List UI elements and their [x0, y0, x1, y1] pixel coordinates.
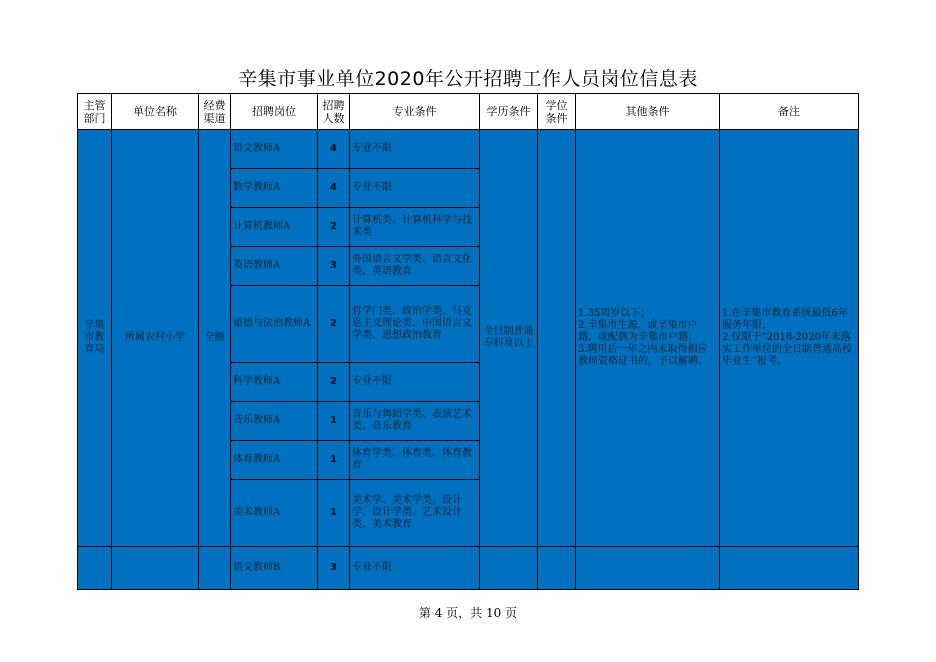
table-header-row [78, 94, 859, 130]
major-cell: 外国语言文学类、语言文化类、英语教育 [350, 247, 480, 286]
major-cell: 哲学门类、政治学类、马克思主义理论类、中国语言文学类、思想政治教育 [350, 286, 480, 363]
count-cell: 4 [318, 169, 350, 208]
header-degree: 学位 条件 [538, 94, 576, 130]
major-cell: 专业不限 [350, 547, 480, 590]
major-cell: 音乐与舞蹈学类、表演艺术类、音乐教育 [350, 402, 480, 441]
unit-cell-empty [112, 547, 199, 590]
count-cell: 2 [318, 286, 350, 363]
header-post: 招聘岗位 [231, 94, 318, 130]
post-cell: 语文教师B [231, 547, 318, 590]
page-number: 第 4 页，共 10 页 [418, 606, 518, 620]
major-cell: 计算机类、计算机科学与技术类 [350, 208, 480, 247]
post-cell: 计算机教师A [231, 208, 318, 247]
table-row [78, 130, 859, 169]
major-cell: 专业不限 [350, 130, 480, 169]
post-cell: 英语教师A [231, 247, 318, 286]
major-cell: 美术学、美术学类、设计学、设计学类、艺术设计类、美术教育 [350, 480, 480, 547]
position-table [77, 93, 859, 590]
other-cell: 1.35周岁以下； 2.辛集市生源，或辛集市户籍，或配偶为辛集市户籍； 3.聘用后一年之内未取得相应教师资格证书的，予以解聘。 [576, 130, 720, 547]
major-cell: 专业不限 [350, 169, 480, 208]
post-cell: 科学教师A [231, 363, 318, 402]
count-cell: 1 [318, 441, 350, 480]
header-dept: 主管 部门 [78, 94, 112, 130]
post-cell: 音乐教师A [231, 402, 318, 441]
count-cell: 1 [318, 402, 350, 441]
remark-cell-empty [720, 547, 859, 590]
post-cell: 道德与法治教师A [231, 286, 318, 363]
other-cell-empty [576, 547, 720, 590]
page-title: 辛集市事业单位2020年公开招聘工作人员岗位信息表 [238, 68, 698, 90]
fund-cell-empty [199, 547, 231, 590]
major-cell: 专业不限 [350, 363, 480, 402]
post-cell: 数学教师A [231, 169, 318, 208]
edu-cell-empty [480, 547, 538, 590]
table-row [78, 547, 859, 590]
remark-cell: 1.在辛集市教育系统最低6年服务年限； 2.仅限于“2018-2020年未落实工作单位的全日制普通高校毕业生”报考。 [720, 130, 859, 547]
count-cell: 3 [318, 247, 350, 286]
post-cell: 语文教师A [231, 130, 318, 169]
major-cell: 体育学类、体育类、体育教育 [350, 441, 480, 480]
count-cell: 2 [318, 208, 350, 247]
header-major: 专业条件 [350, 94, 480, 130]
post-cell: 体育教师A [231, 441, 318, 480]
dept-cell-empty [78, 547, 112, 590]
count-cell: 1 [318, 480, 350, 547]
degree-cell-empty [538, 547, 576, 590]
header-remark: 备注 [720, 94, 859, 130]
fund-cell: 全额 [199, 130, 231, 547]
header-edu: 学历条件 [480, 94, 538, 130]
degree-cell [538, 130, 576, 547]
header-other: 其他条件 [576, 94, 720, 130]
header-fund: 经费 渠道 [199, 94, 231, 130]
count-cell: 4 [318, 130, 350, 169]
post-cell: 美术教师A [231, 480, 318, 547]
dept-cell: 辛集 市教 育局 [78, 130, 112, 547]
count-cell: 3 [318, 547, 350, 590]
edu-cell: 全日制普通专科及以上 [480, 130, 538, 547]
header-count: 招聘 人数 [318, 94, 350, 130]
count-cell: 2 [318, 363, 350, 402]
unit-cell: 所属农村小学 [112, 130, 199, 547]
header-unit: 单位名称 [112, 94, 199, 130]
